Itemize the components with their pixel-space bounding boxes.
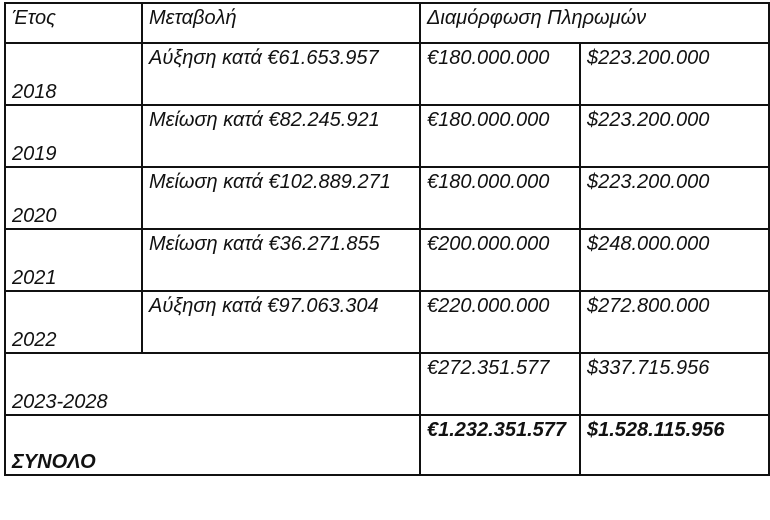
- total-label-cell: [5, 415, 420, 475]
- year-cell: [5, 167, 142, 229]
- header-change-cell: [142, 3, 420, 43]
- change-label: Μείωση κατά €102.889.271: [149, 171, 391, 193]
- summary-usd-cell: [580, 353, 769, 415]
- eur-value: €200.000.000: [427, 233, 550, 255]
- total-usd-cell: [580, 415, 769, 475]
- table-row: [5, 167, 769, 229]
- change-label: Αύξηση κατά €61.653.957: [149, 47, 379, 69]
- eur-cell: [420, 167, 580, 229]
- header-payments: Διαμόρφωση Πληρωμών: [427, 7, 647, 29]
- year-label: 2022: [12, 329, 57, 351]
- year-cell: [5, 291, 142, 353]
- year-label: 2018: [12, 81, 57, 103]
- header-change: Μεταβολή: [149, 7, 237, 29]
- year-label: 2021: [12, 267, 57, 289]
- change-cell: [142, 105, 420, 167]
- total-label: ΣΥΝΟΛΟ: [12, 451, 96, 473]
- header-year: Έτος: [12, 7, 56, 29]
- year-label: 2020: [12, 205, 57, 227]
- change-cell: [142, 291, 420, 353]
- summary-usd-value: $337.715.956: [587, 357, 710, 379]
- eur-value: €180.000.000: [427, 109, 550, 131]
- eur-cell: [420, 229, 580, 291]
- eur-value: €220.000.000: [427, 295, 550, 317]
- year-cell: [5, 229, 142, 291]
- change-cell: [142, 43, 420, 105]
- usd-value: $223.200.000: [587, 171, 710, 193]
- year-cell: [5, 43, 142, 105]
- total-usd-value: $1.528.115.956: [587, 419, 725, 441]
- header-year-cell: [5, 3, 142, 43]
- eur-cell: [420, 43, 580, 105]
- change-cell: [142, 167, 420, 229]
- table-row: [5, 291, 769, 353]
- summary-row: [5, 353, 769, 415]
- change-label: Αύξηση κατά €97.063.304: [149, 295, 379, 317]
- table-row: [5, 105, 769, 167]
- header-payments-cell: [420, 3, 769, 43]
- total-eur-value: €1.232.351.577: [427, 419, 567, 441]
- usd-cell: [580, 291, 769, 353]
- eur-cell: [420, 105, 580, 167]
- payments-table: [4, 2, 770, 476]
- usd-value: $248.000.000: [587, 233, 710, 255]
- eur-cell: [420, 291, 580, 353]
- year-label: 2019: [12, 143, 57, 165]
- usd-value: $272.800.000: [587, 295, 710, 317]
- usd-cell: [580, 229, 769, 291]
- change-label: Μείωση κατά €82.245.921: [149, 109, 380, 131]
- summary-eur-value: €272.351.577: [427, 357, 550, 379]
- total-eur-cell: [420, 415, 580, 475]
- usd-value: $223.200.000: [587, 47, 710, 69]
- total-row: [5, 415, 769, 475]
- usd-cell: [580, 43, 769, 105]
- usd-cell: [580, 167, 769, 229]
- usd-value: $223.200.000: [587, 109, 710, 131]
- table-header-row: [5, 3, 769, 43]
- change-label: Μείωση κατά €36.271.855: [149, 233, 380, 255]
- usd-cell: [580, 105, 769, 167]
- table-row: [5, 43, 769, 105]
- table-row: [5, 229, 769, 291]
- summary-eur-cell: [420, 353, 580, 415]
- eur-value: €180.000.000: [427, 47, 550, 69]
- change-cell: [142, 229, 420, 291]
- period-label: 2023-2028: [12, 391, 108, 413]
- year-cell: [5, 105, 142, 167]
- period-cell: [5, 353, 420, 415]
- eur-value: €180.000.000: [427, 171, 550, 193]
